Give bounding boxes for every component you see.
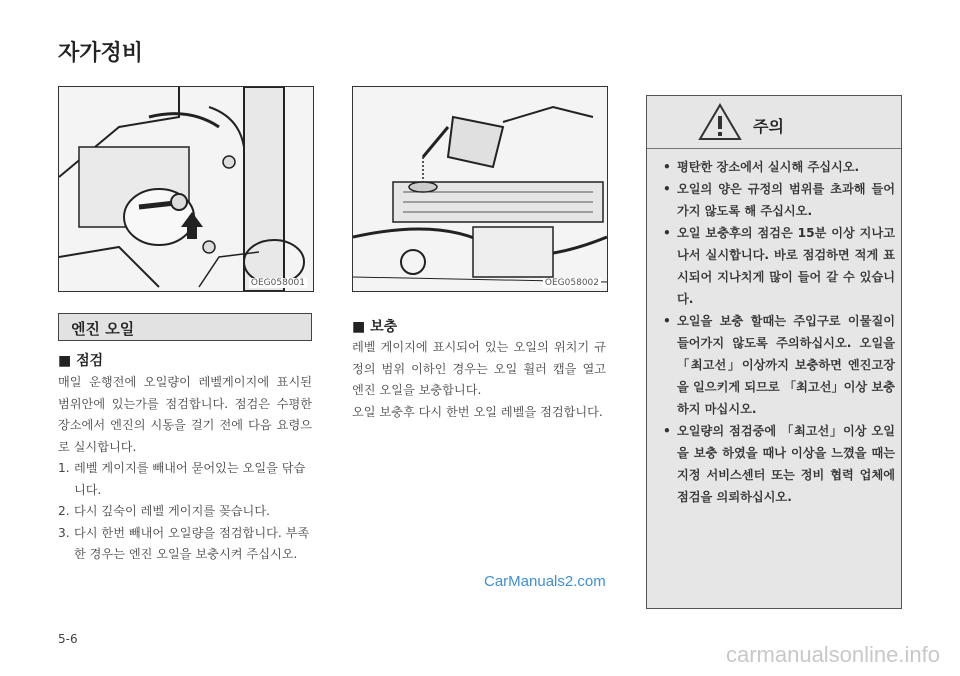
divider xyxy=(647,148,901,149)
bullet-icon: • xyxy=(663,314,671,328)
caution-text: 오일을 보충 할때는 주입구로 이물질이 들어가지 않도록 주의하십시오. 오일을 「최고선」이상까지 보충하면 엔진고장을 일으키게 되므로 「최고선」이상 보충하지 마십시오. xyxy=(677,314,895,416)
caution-text: 오일 보충후의 점검은 15분 이상 지나고나서 실시합니다. 바로 점검하면 적게 표시되어 지나치게 많이 들어 갈 수 있습니다. xyxy=(677,226,895,306)
bullet-icon: • xyxy=(663,424,671,438)
list-item xyxy=(655,420,895,508)
footer-watermark: carmanualsonline.info xyxy=(725,642,940,667)
caution-list xyxy=(655,156,895,508)
step-number: 2. xyxy=(58,504,70,518)
list-item xyxy=(58,523,312,566)
step-text: 다시 깊숙이 레벨 게이지를 꽂습니다. xyxy=(74,504,270,518)
subsection-title-inspection: ■ 점검 xyxy=(58,353,104,369)
step-text: 레벨 게이지를 빼내어 묻어있는 오일을 닦습니다. xyxy=(74,461,306,497)
carmanuals-watermark: CarManuals2.com xyxy=(484,573,606,590)
list-item xyxy=(655,222,895,310)
caution-text: 평탄한 장소에서 실시해 주십시오. xyxy=(677,160,860,174)
figure-code: OEG058001 xyxy=(250,278,305,288)
section-title: 엔진 오일 xyxy=(71,320,135,338)
warning-triangle-icon xyxy=(697,102,743,142)
engine-bay-drawing xyxy=(59,87,313,291)
list-item xyxy=(58,458,312,501)
list-item xyxy=(655,178,895,222)
inspection-steps xyxy=(58,458,312,566)
refill-paragraph-2: 오일 보충후 다시 한번 오일 레벨을 점검합니다. xyxy=(352,405,603,419)
inspection-intro: 매일 운행전에 오일량이 레벨게이지에 표시된 범위안에 있는가를 점검합니다. 점검은 수평한 장소에서 엔진의 시동을 걸기 전에 다음 요령으로 실시합니다. xyxy=(58,375,312,454)
oil-refill-illustration xyxy=(352,86,608,292)
step-number: 3. xyxy=(58,525,70,540)
bullet-icon: • xyxy=(663,226,671,240)
section-title-box xyxy=(58,313,312,341)
oil-pouring-drawing xyxy=(353,87,607,291)
caution-text: 오일의 양은 규정의 범위를 초과해 들어가지 않도록 해 주십시오. xyxy=(677,182,895,218)
caution-header xyxy=(647,96,901,146)
dipstick-illustration xyxy=(58,86,314,292)
step-number: 1. xyxy=(58,461,70,475)
subsection-title-refill: ■ 보충 xyxy=(352,319,398,335)
refill-paragraph-1: 레벨 게이지에 표시되어 있는 오일의 위치기 규정의 범위 이하인 경우는 오일 휠러 캡을 열고 엔진 오일을 보충합니다. xyxy=(352,340,606,397)
page-number: 5-6 xyxy=(58,632,78,646)
bullet-icon: • xyxy=(663,182,671,196)
figure-code: OEG058002 xyxy=(544,278,599,288)
step-text: 다시 한번 빼내어 오일량을 점검합니다. 부족한 경우는 엔진 오일을 보충시켜 주십시오. xyxy=(74,525,310,561)
caution-title: 주의 xyxy=(753,117,784,136)
list-item xyxy=(655,310,895,420)
list-item xyxy=(58,501,312,523)
caution-box xyxy=(646,95,902,609)
bullet-icon: • xyxy=(663,160,671,174)
caution-text: 오일량의 점검중에 「최고선」이상 오일을 보충 하였을 때나 이상을 느꼈을 때는 지정 서비스센터 또는 정비 협력 업체에 점검을 의뢰하십시오. xyxy=(677,424,895,504)
page-title: 자가정비 xyxy=(58,41,144,66)
list-item xyxy=(655,156,895,178)
